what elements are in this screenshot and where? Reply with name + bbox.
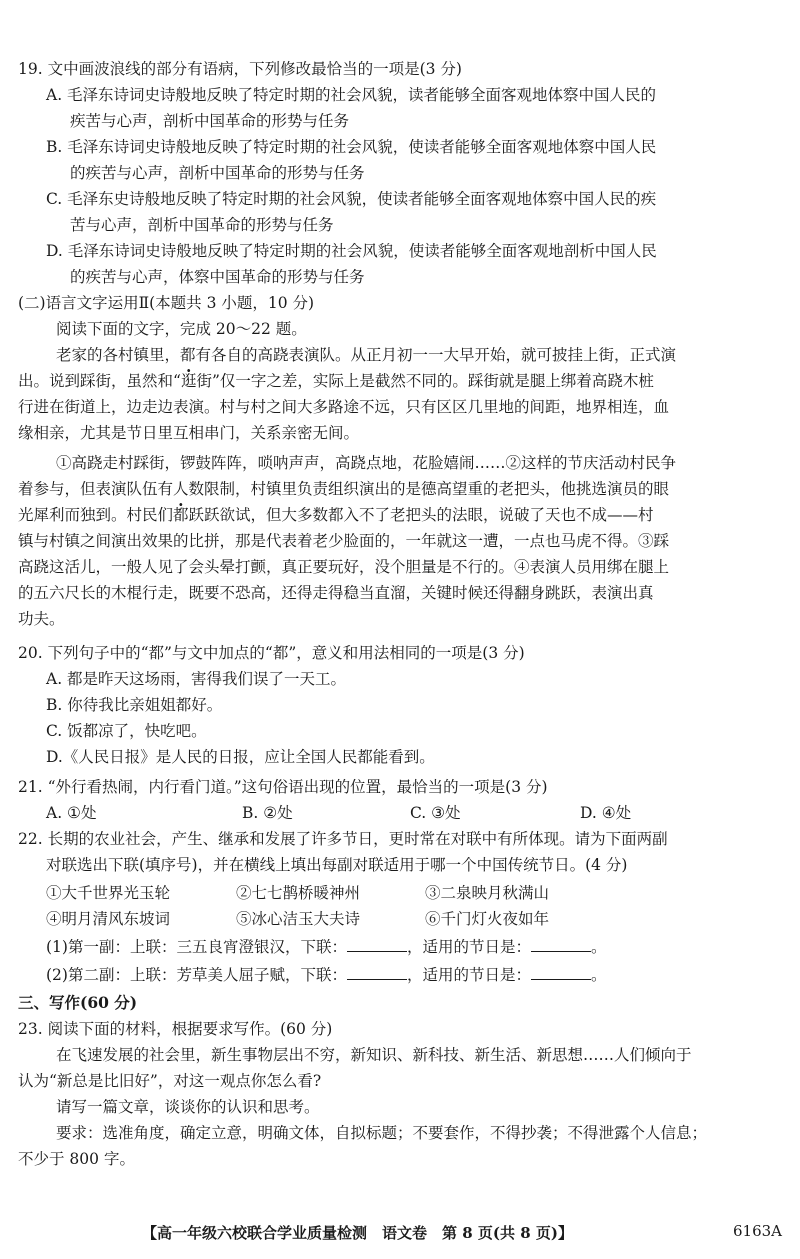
passage-text: 光犀利而独到。村民们 [18, 506, 174, 524]
q20-option-a: A. 都是昨天这场雨，害得我们误了一天工。 [46, 670, 347, 688]
q22-choice-3: ③二泉映月秋满山 [425, 884, 550, 902]
q19-option-b: B. 毛泽东诗词史诗般地反映了特定时期的社会风貌，使读者能够全面客观地体察中国人民 [46, 138, 657, 156]
q21-option-b: B. ②处 [242, 804, 293, 822]
q23-stem: 23. 阅读下面的材料，根据要求写作。(60 分) [18, 1020, 333, 1038]
q22-choice-6: ⑥千门灯火夜如年 [425, 910, 550, 928]
q23-material-line3: 请写一篇文章，谈谈你的认识和思考。 [56, 1098, 320, 1116]
q20-stem: 20. 下列句子中的“都”与文中加点的“都”，意义和用法相同的一项是(3 分) [18, 644, 525, 662]
q19-option-c: C. 毛泽东史诗般地反映了特定时期的社会风貌，使读者能够全面客观地体察中国人民的疾 [46, 190, 657, 208]
q19-option-a: A. 毛泽东诗词史诗般地反映了特定时期的社会风貌，读者能够全面客观地体察中国人民的 [46, 86, 657, 104]
passage-p2-line4: 镇与村镇之间演出效果的比拼，那是代表着老少脸面的，一年就这一遭，一点也马虎不得。③踩 [18, 532, 670, 550]
q23-material-line1: 在飞速发展的社会里，新生事物层出不穷，新知识、新科技、新生活、新思想……人们倾向于 [56, 1046, 692, 1064]
passage-p1-line4: 缘相亲，尤其是节日里互相串门，关系亲密无间。 [18, 424, 360, 442]
passage-p2-line6: 的五六尺长的木棍行走，既要不恐高，还得走得稳当直溜，关键时候还得翻身跳跃，表演出真 [18, 584, 654, 602]
q23-requirement-line1: 要求：选准角度，确定立意，明确文体，自拟标题；不要套作，不得抄袭；不得泄露个人信息； [56, 1124, 708, 1142]
q21-option-d: D. ④处 [580, 804, 632, 822]
passage-text: 街”仅一字之差，实际上是截然不同的。踩街就是腿上绑着高跷木桩 [196, 372, 654, 390]
q20-option-c: C. 饭都凉了，快吃吧。 [46, 722, 207, 740]
q19-option-c-cont: 苦与心声，剖析中国革命的形势与任务 [70, 216, 334, 234]
passage-text: 出。说到踩街，虽然和“ [18, 372, 181, 390]
q22-choice-2: ②七七鹊桥暖神州 [236, 884, 361, 902]
q22-choice-1: ①大千世界光玉轮 [46, 884, 171, 902]
passage-p2-line5: 高跷这活儿，一般人见了会头晕打颤，真正要玩好，没个胆量是不行的。④表演人员用绑在腿上 [18, 558, 670, 576]
answer-blank[interactable] [531, 965, 591, 980]
passage-p1-line3: 行进在街道上，边走边表演。村与村之间大多路途不远，只有区区几里地的间距，地界相连，血 [18, 398, 670, 416]
section2-intro: 阅读下面的文字，完成 20～22 题。 [56, 320, 307, 338]
passage-text: 跃跃欲试，但大多数都入不了老把头的法眼，说破了天也不成——村 [188, 506, 654, 524]
q22-sub1-text: 。 [590, 938, 607, 956]
q22-sub2-text: (2)第二副：上联：芳草美人屈子赋，下联： [46, 966, 347, 984]
q19-option-d-cont: 的疾苦与心声，体察中国革命的形势与任务 [70, 268, 365, 286]
dotted-char: 都 [173, 506, 189, 524]
passage-p2-line2: 着参与，但表演队伍有人数限制，村镇里负责组织演出的是德高望重的老把头，他挑选演员的眼 [18, 480, 670, 498]
q19-stem: 19. 文中画波浪线的部分有语病，下列修改最恰当的一项是(3 分) [18, 60, 462, 78]
q23-requirement-line2: 不少于 800 字。 [18, 1150, 135, 1168]
section2-title: (二)语言文字运用Ⅱ(本题共 3 小题，10 分) [18, 294, 315, 312]
paper-code: 6163A [733, 1222, 783, 1240]
q22-stem-line2: 对联选出下联(填序号)，并在横线上填出每副对联适用于哪一个中国传统节日。(4 分) [46, 856, 628, 874]
q22-sub2-text: 。 [590, 966, 607, 984]
answer-blank[interactable] [347, 937, 407, 952]
q22-sub1-text: (1)第一副：上联：三五良宵澄银汉，下联： [46, 938, 347, 956]
q20-option-d: D.《人民日报》是人民的日报，应让全国人民都能看到。 [46, 748, 435, 766]
q22-sub2 [46, 962, 607, 988]
q19-option-b-cont: 的疾苦与心声，剖析中国革命的形势与任务 [70, 164, 365, 182]
q22-choice-4: ④明月清风东坡词 [46, 910, 171, 928]
passage-p2-line1: ①高跷走村踩街，锣鼓阵阵，唢呐声声，高跷点地，花脸嬉闹……②这样的节庆活动村民争 [56, 454, 677, 472]
q21-option-a: A. ①处 [46, 804, 97, 822]
q22-sub1-text: ，适用的节日是： [406, 938, 531, 956]
page-footer: 【高一年级六校联合学业质量检测 语文卷 第 8 页(共 8 页)】 [142, 1224, 573, 1242]
q21-option-c: C. ③处 [410, 804, 461, 822]
passage-p2-line3 [18, 502, 654, 528]
passage-p1-line2 [18, 368, 654, 394]
q22-sub1 [46, 934, 607, 960]
q22-choice-5: ⑤冰心洁玉大夫诗 [236, 910, 361, 928]
q23-material-line2: 认为“新总是比旧好”，对这一观点你怎么看? [18, 1072, 322, 1090]
passage-p1-line1: 老家的各村镇里，都有各自的高跷表演队。从正月初一一大早开始，就可披挂上街，正式演 [56, 346, 677, 364]
passage-p2-line7: 功夫。 [18, 610, 65, 628]
section3-title: 三、写作(60 分) [18, 993, 138, 1012]
q19-option-a-cont: 疾苦与心声，剖析中国革命的形势与任务 [70, 112, 350, 130]
q22-sub2-text: ，适用的节日是： [406, 966, 531, 984]
answer-blank[interactable] [531, 937, 591, 952]
q19-option-d: D. 毛泽东诗词史诗般地反映了特定时期的社会风貌，使读者能够全面客观地剖析中国人民 [46, 242, 657, 260]
q20-option-b: B. 你待我比亲姐姐都好。 [46, 696, 223, 714]
q22-stem-line1: 22. 长期的农业社会，产生、继承和发展了许多节日，更时常在对联中有所体现。请为下面两副 [18, 830, 668, 848]
answer-blank[interactable] [347, 965, 407, 980]
dotted-char: 逛 [180, 372, 197, 390]
q21-stem: 21. “外行看热闹，内行看门道。”这句俗语出现的位置，最恰当的一项是(3 分) [18, 778, 548, 796]
